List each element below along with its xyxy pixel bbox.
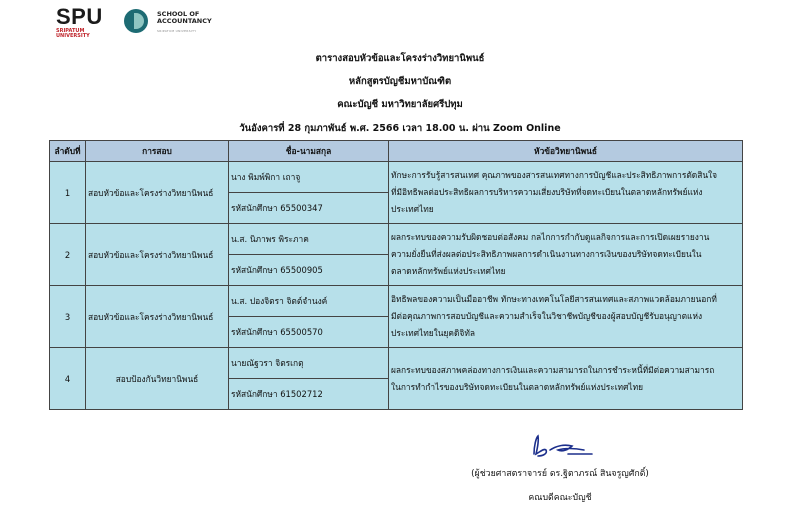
row-number: 3 (50, 286, 86, 348)
thesis-topic (389, 348, 743, 410)
accountancy-logo-text: SCHOOL OF ACCOUNTANCY (157, 10, 212, 25)
exam-type: สอบป้องกันวิทยานิพนธ์ (86, 348, 229, 410)
spu-logo (56, 6, 116, 44)
program-title: หลักสูตรบัญชีมหาบัณฑิต (348, 76, 452, 87)
thesis-topic-line: ประเทศไทยในยุคดิจิทัล (391, 328, 475, 338)
student-name: นาง พิมพ์พิกา เถาจู (229, 162, 389, 193)
exam-date-title: วันอังคารที่ 28 กุมภาพันธ์ พ.ศ. 2566 เวลา 18.00 น. ผ่าน Zoom Online (239, 123, 561, 134)
thesis-topic (389, 224, 743, 286)
exam-type: สอบหัวข้อและโครงร่างวิทยานิพนธ์ (86, 286, 229, 348)
header-number: ลำดับที่ (50, 141, 86, 162)
student-id: รหัสนักศึกษา 65500347 (229, 193, 389, 224)
row-number: 1 (50, 162, 86, 224)
thesis-topic-line: อิทธิพลของความเป็นมืออาชีพ ทักษะทางเทคโนโลยีสารสนเทศและสภาพแวดล้อมภายนอกที่ (391, 294, 717, 304)
accountancy-logo-subtext: SRIPATUM UNIVERSITY (157, 29, 197, 33)
row-number: 4 (50, 348, 86, 410)
student-name: น.ส. นิภาพร พิระภาค (229, 224, 389, 255)
thesis-topic-line: ผลกระทบของสภาพคล่องทางการเงินและความสามารถในการชำระหนี้ที่มีต่อความสามารถ (391, 364, 715, 375)
accountancy-emblem-icon (124, 9, 148, 33)
table-row (50, 224, 743, 255)
row-number: 2 (50, 224, 86, 286)
thesis-topic-line: ประเทศไทย (391, 204, 434, 214)
thesis-topic-line: มีต่อคุณภาพการสอบบัญชีและความสำเร็จในวิชาชีพบัญชีของผู้สอบบัญชีรับอนุญาตแห่ง (391, 311, 703, 321)
thesis-topic-line: ในการทำกำไรของบริษัทจดทะเบียนในตลาดหลักทรัพย์แห่งประเทศไทย (391, 381, 644, 392)
school-of-accountancy-logo (124, 9, 244, 35)
thesis-topic (389, 162, 743, 224)
student-id: รหัสนักศึกษา 65500570 (229, 317, 389, 348)
table-row (50, 162, 743, 193)
signatory-name: (ผู้ช่วยศาสตราจารย์ ดร.ฐิตาภรณ์ สินจรูญศักดิ์) (471, 469, 649, 479)
thesis-topic-line: ผลกระทบของความรับผิดชอบต่อสังคม กลไกการกำกับดูแลกิจการและการเปิดเผยรายงาน (391, 232, 710, 242)
student-id: รหัสนักศึกษา 61502712 (229, 379, 389, 410)
thesis-topic (389, 286, 743, 348)
table-body (50, 162, 743, 410)
exam-type: สอบหัวข้อและโครงร่างวิทยานิพนธ์ (86, 162, 229, 224)
thesis-topic-line: ความยั่งยืนที่ส่งผลต่อประสิทธิภาพผลการดำเนินงานทางการเงินของบริษัทจดทะเบียนใน (391, 249, 702, 259)
exam-type: สอบหัวข้อและโครงร่างวิทยานิพนธ์ (86, 224, 229, 286)
spu-logo-text: SPU (56, 4, 103, 29)
signatory-role: คณบดีคณะบัญชี (528, 493, 592, 503)
thesis-topic-line: ที่มีอิทธิพลต่อประสิทธิผลการบริหารความเสี่ยงบริษัทที่จดทะเบียนในตลาดหลักทรัพย์แห่ง (391, 187, 703, 197)
faculty-title: คณะบัญชี มหาวิทยาลัยศรีปทุม (337, 99, 463, 110)
exam-schedule-table (49, 140, 743, 410)
table-header-row (50, 141, 743, 162)
signature-icon (528, 432, 598, 460)
header-topic: หัวข้อวิทยานิพนธ์ (389, 141, 743, 162)
thesis-topic-line: ตลาดหลักทรัพย์แห่งประเทศไทย (391, 266, 506, 276)
spu-logo-subtext: SRIPATUM UNIVERSITY (56, 28, 90, 39)
header-exam: การสอบ (86, 141, 229, 162)
student-name: นายณัฐวรา จิตรเกตุ (229, 348, 389, 379)
thesis-topic-line: ทักษะการรับรู้สารสนเทศ คุณภาพของสารสนเทศทางการบัญชีและประสิทธิภาพการตัดสินใจ (391, 170, 718, 180)
student-name: น.ส. ปองจิตรา จิตต์จำนงค์ (229, 286, 389, 317)
header-name: ชื่อ-นามสกุล (229, 141, 389, 162)
table-row (50, 286, 743, 317)
document-title: ตารางสอบหัวข้อและโครงร่างวิทยานิพนธ์ (315, 53, 485, 64)
student-id: รหัสนักศึกษา 65500905 (229, 255, 389, 286)
table-row (50, 348, 743, 379)
